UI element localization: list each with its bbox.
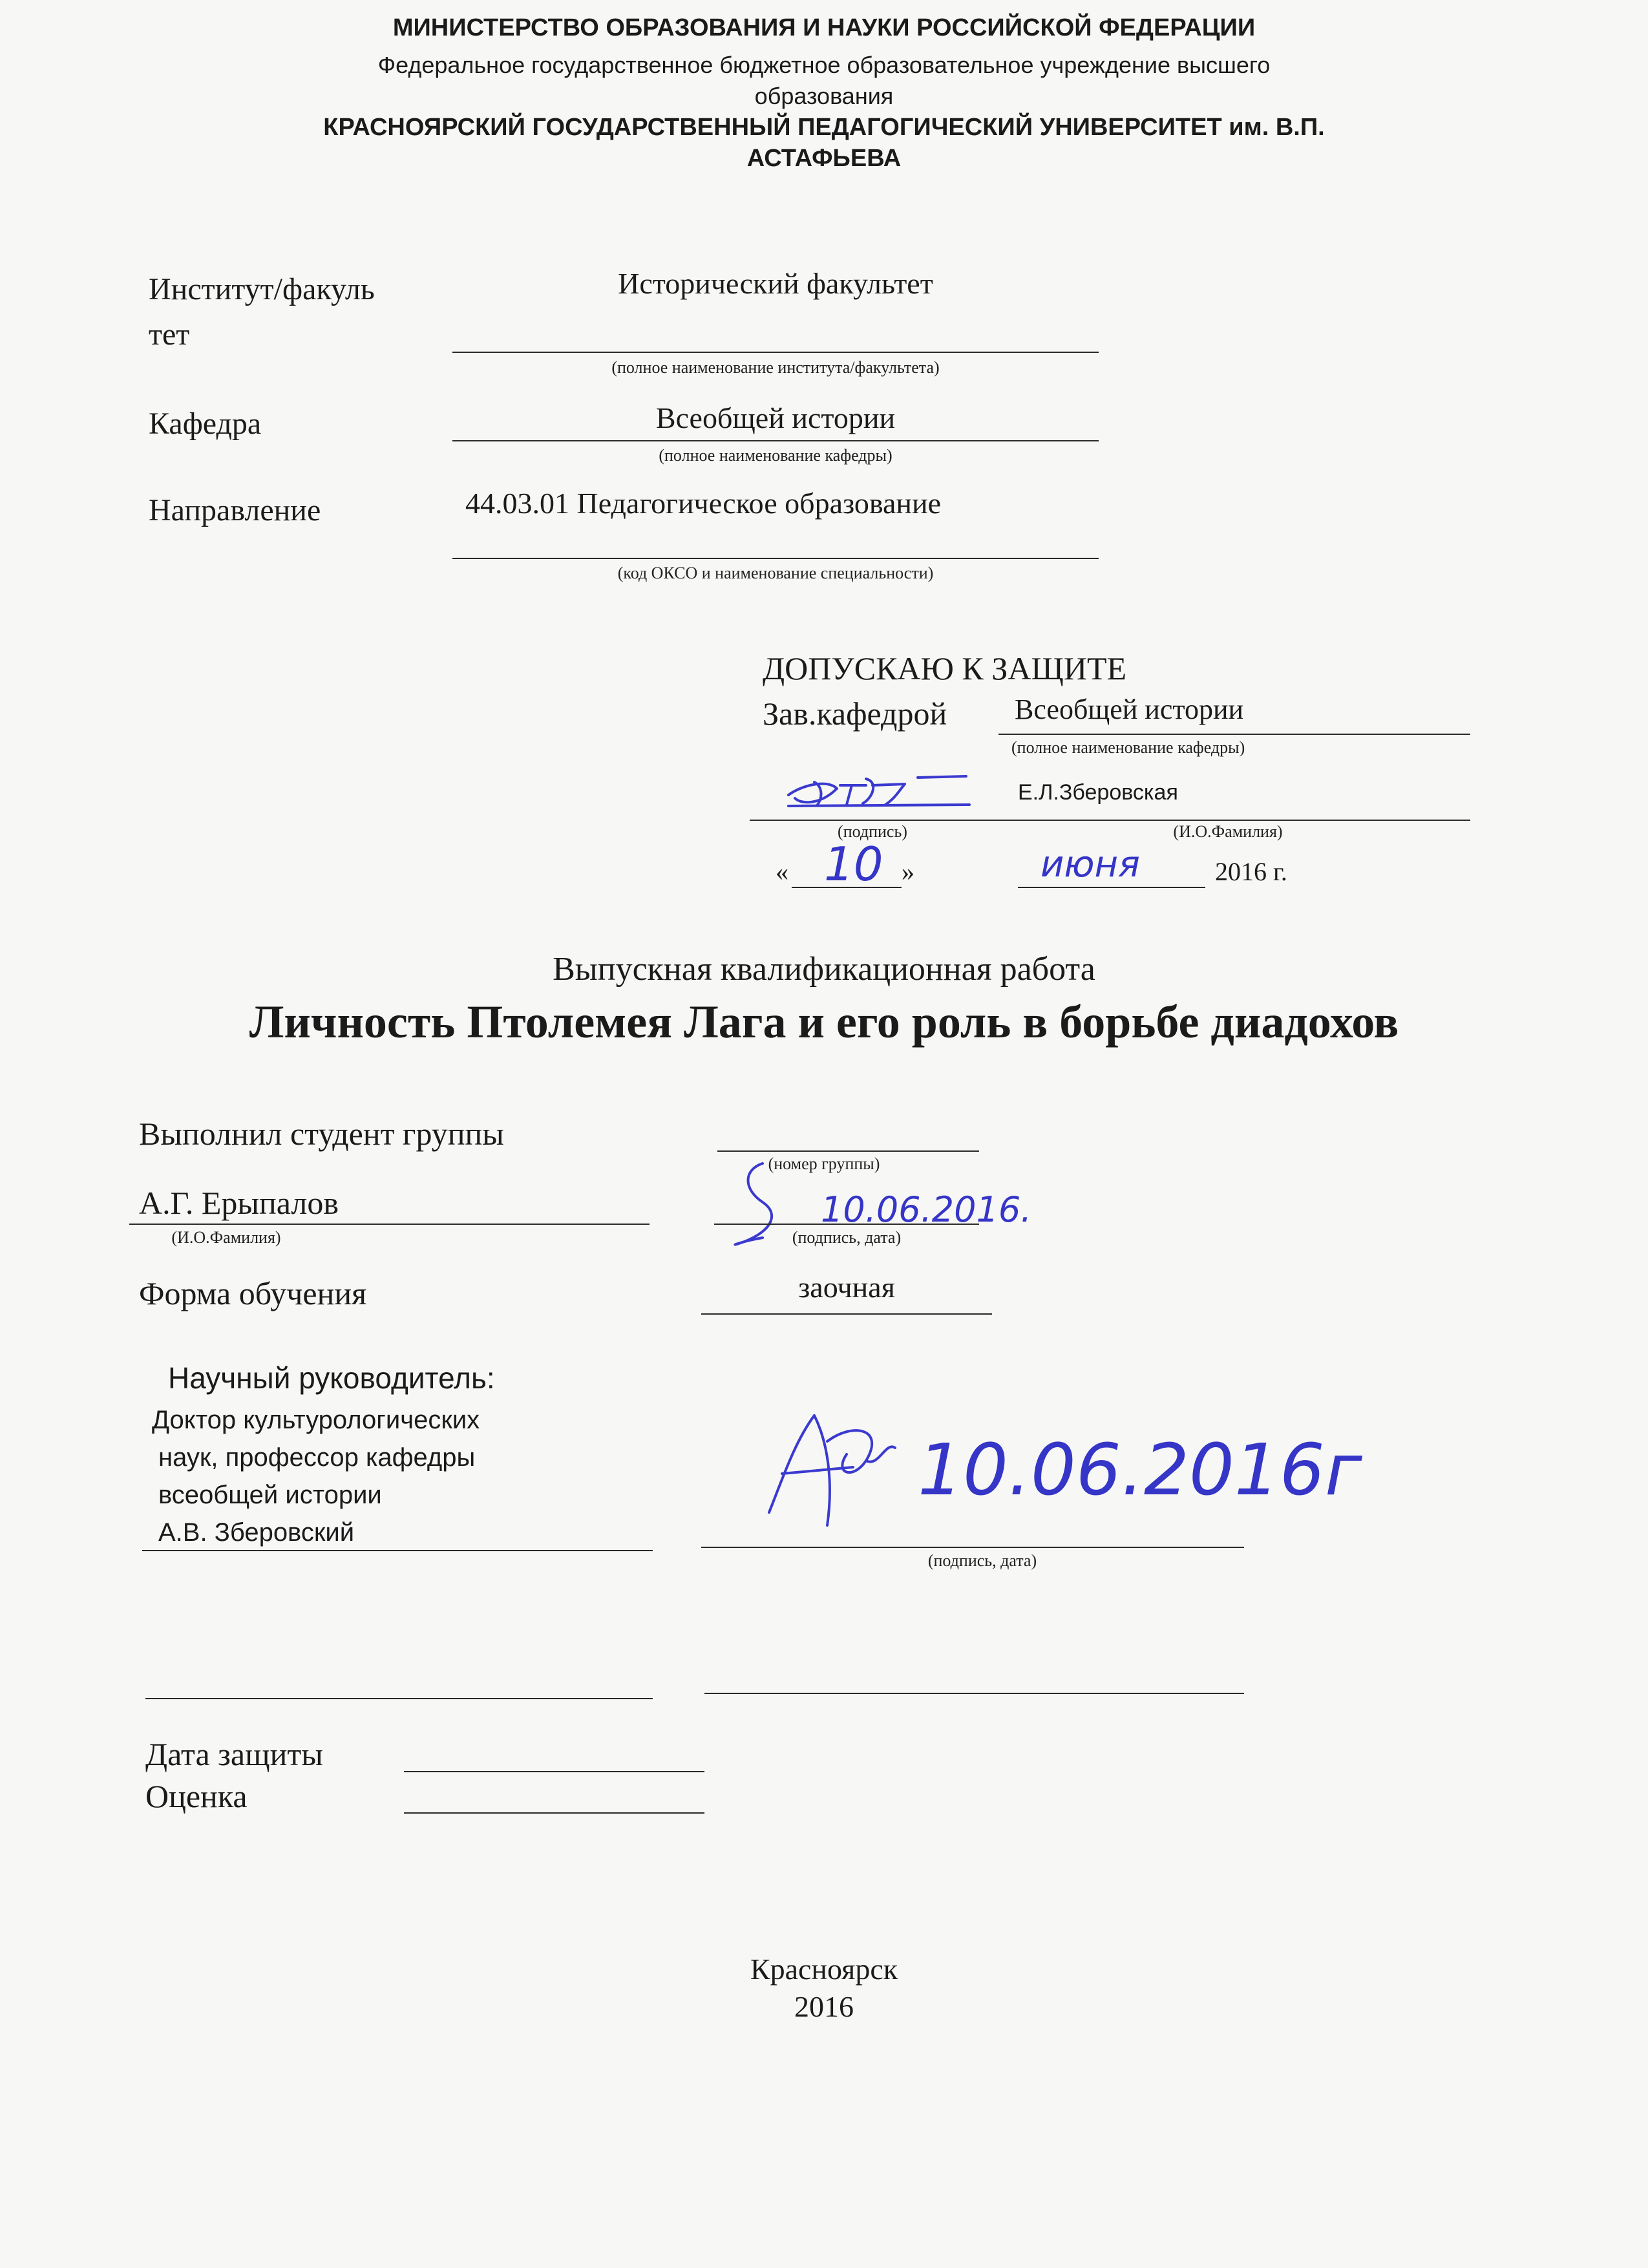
group-underline (717, 1150, 979, 1152)
head-signature-image (776, 759, 982, 818)
student-label: Выполнил студент группы (139, 1116, 504, 1152)
quote-open: « (776, 857, 788, 886)
defense-date-label: Дата защиты (145, 1736, 323, 1772)
group-caption: (номер группы) (768, 1154, 880, 1173)
ministry-heading: МИНИСТЕРСТВО ОБРАЗОВАНИЯ И НАУКИ РОССИЙСКОЙ ФЕДЕРАЦИИ (392, 14, 1256, 41)
approval-year: 2016 г. (1215, 857, 1287, 886)
department-label: Кафедра (149, 407, 262, 441)
institute-label-line1: Институт/факуль (149, 272, 375, 306)
student-signature-date-handwritten: 10.06.2016. (821, 1189, 1032, 1230)
supervisor-signature-image (756, 1403, 924, 1545)
supervisor-line1: Доктор культурологических (152, 1406, 480, 1434)
direction-caption: (код ОКСО и наименование специальности) (617, 564, 934, 582)
supervisor-signature-caption: (подпись, дата) (927, 1551, 1037, 1570)
work-title: Личность Птолемея Лага и его роль в борьбе диадохов (249, 996, 1399, 1048)
work-type: Выпускная квалификационная работа (553, 951, 1095, 988)
footer-city: Красноярск (750, 1953, 898, 1986)
university-line1: КРАСНОЯРСКИЙ ГОСУДАРСТВЕННЫЙ ПЕДАГОГИЧЕСКИЙ УНИВЕРСИТЕТ им. В.П. (323, 114, 1325, 141)
department-value: Всеобщей истории (655, 401, 896, 434)
footer-year: 2016 (794, 1990, 854, 2023)
approval-title: ДОПУСКАЮ К ЗАЩИТЕ (763, 650, 1127, 686)
direction-underline (452, 558, 1099, 559)
head-label: Зав.кафедрой (763, 695, 947, 732)
supervisor-date-handwritten: 10.06.2016г (918, 1428, 1362, 1511)
grade-underline (404, 1812, 704, 1814)
study-form-label: Форма обучения (139, 1275, 367, 1311)
blank-line-left (145, 1698, 653, 1699)
grade-label: Оценка (145, 1778, 248, 1814)
quote-close: » (902, 857, 914, 886)
university-line2: АСТАФЬЕВА (746, 145, 902, 172)
direction-label: Направление (149, 493, 321, 527)
department-caption: (полное наименование кафедры) (659, 446, 893, 465)
study-form-value: заочная (798, 1271, 895, 1304)
student-name-caption: (И.О.Фамилия) (171, 1228, 281, 1247)
defense-date-underline (404, 1771, 704, 1772)
study-form-underline (701, 1313, 992, 1315)
direction-value: 44.03.01 Педагогическое образование (465, 487, 942, 520)
supervisor-signature-underline (701, 1547, 1244, 1548)
institution-type-line2: образования (754, 83, 894, 109)
supervisor-name: А.В. Зберовский (158, 1518, 355, 1547)
head-signature-caption: (подпись) (838, 822, 907, 841)
institution-type-line1: Федеральное государственное бюджетное образовательное учреждение высшего (377, 52, 1271, 78)
institute-caption: (полное наименование института/факультета) (611, 358, 940, 377)
head-department-caption: (полное наименование кафедры) (1011, 738, 1245, 757)
student-name: А.Г. Ерыпалов (139, 1185, 339, 1221)
head-department-underline (998, 734, 1470, 735)
head-name-caption: (И.О.Фамилия) (1173, 822, 1283, 841)
blank-line-right (704, 1693, 1244, 1694)
head-department: Всеобщей истории (1015, 694, 1244, 725)
approval-month-underline (1018, 887, 1205, 888)
approval-month-handwritten: июня (1041, 843, 1140, 885)
institute-label-line2: тет (149, 317, 190, 352)
department-underline (452, 440, 1099, 441)
supervisor-label: Научный руководитель: (168, 1361, 495, 1395)
student-signature-caption: (подпись, дата) (792, 1228, 902, 1247)
supervisor-line2: наук, профессор кафедры (158, 1443, 476, 1472)
student-signature-underline (714, 1224, 979, 1225)
approval-day-underline (792, 887, 902, 888)
head-name: Е.Л.Зберовская (1018, 780, 1178, 805)
supervisor-line3: всеобщей истории (158, 1481, 382, 1509)
approval-day-handwritten: 10 (824, 837, 883, 891)
supervisor-name-underline (142, 1550, 653, 1551)
institute-underline (452, 352, 1099, 353)
head-signature-underline (750, 820, 1470, 821)
institute-value: Исторический факультет (618, 267, 933, 300)
student-name-underline (129, 1224, 650, 1225)
